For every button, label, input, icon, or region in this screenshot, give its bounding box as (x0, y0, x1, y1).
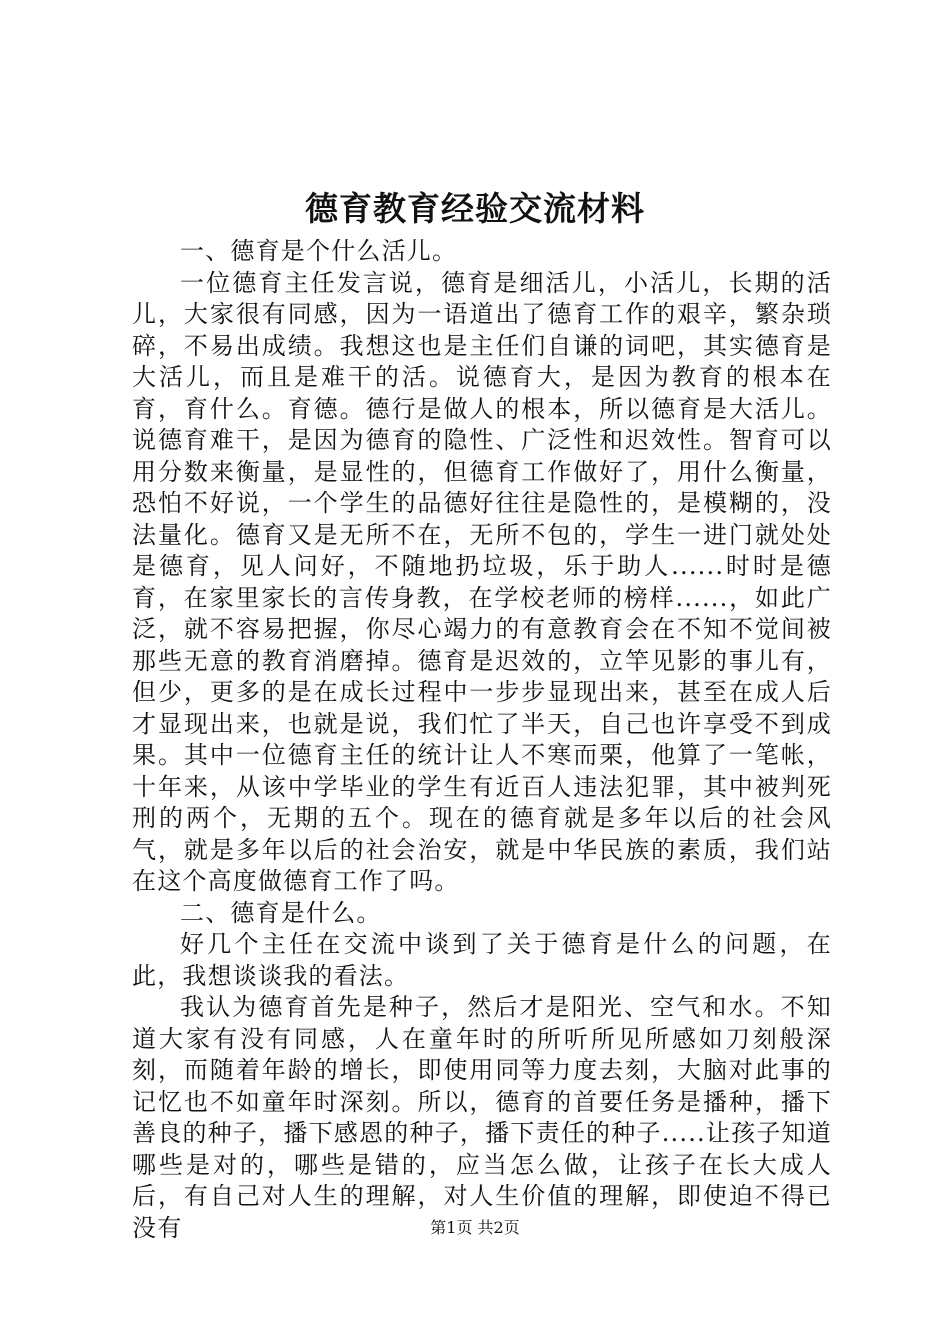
section-1-paragraph-1: 一位德育主任发言说，德育是细活儿，小活儿，长期的活儿，大家很有同感，因为一语道出了德育工作的艰辛，繁杂琐碎，不易出成绩。我想这也是主任们自谦的词吧，其实德育是大活儿，而且是难干的活。说德育大，是因为教育的根本在育，育什么。育德。德行是做人的根本，所以德育是大活儿。说德育难干，是因为德育的隐性、广泛性和迟效性。智育可以用分数来衡量，是显性的，但德育工作做好了，用什么衡量，恐怕不好说，一个学生的品德好往往是隐性的，是模糊的，没法量化。德育又是无所不在，无所不包的，学生一进门就处处是德育，见人问好，不随地扔垃圾，乐于助人......时时是德育，在家里家长的言传身教，在学校老师的榜样......，如此广泛，就不容易把握，你尽心竭力的有意教育会在不知不觉间被那些无意的教育消磨掉。德育是迟效的，立竿见影的事儿有，但少，更多的是在成长过程中一步步显现出来，甚至在成人后才显现出来，也就是说，我们忙了半天，自己也许享受不到成果。其中一位德育主任的统计让人不寒而栗，他算了一笔帐，十年来，从该中学毕业的学生有近百人违法犯罪，其中被判死刑的两个，无期的五个。现在的德育就是多年以后的社会风气，就是多年以后的社会治安，就是中华民族的素质，我们站在这个高度做德育工作了吗。 (132, 268, 832, 895)
document-body (132, 236, 832, 1244)
section-2-paragraph-2: 我认为德育首先是种子，然后才是阳光、空气和水。不知道大家有没有同感，人在童年时的所听所见所感如刀刻般深刻，而随着年龄的增长，即使用同等力度去刻，大脑对此事的记忆也不如童年时深刻。所以，德育的首要任务是播种，播下善良的种子，播下感恩的种子，播下责任的种子.....让孩子知道哪些是对的，哪些是错的，应当怎么做，让孩子在长大成人后，有自己对人生的理解，对人生价值的理解，即使迫不得已没有 (132, 993, 832, 1242)
section-2-heading: 二、德育是什么。 (180, 898, 382, 927)
document-title: 德育教育经验交流材料 (305, 189, 645, 228)
section-1-heading: 一、德育是个什么活儿。 (180, 237, 458, 265)
section-2-paragraph-1: 好几个主任在交流中谈到了关于德育是什么的问题，在此，我想谈谈我的看法。 (132, 930, 832, 990)
page-footer: 第1页 共2页 (430, 1218, 520, 1237)
